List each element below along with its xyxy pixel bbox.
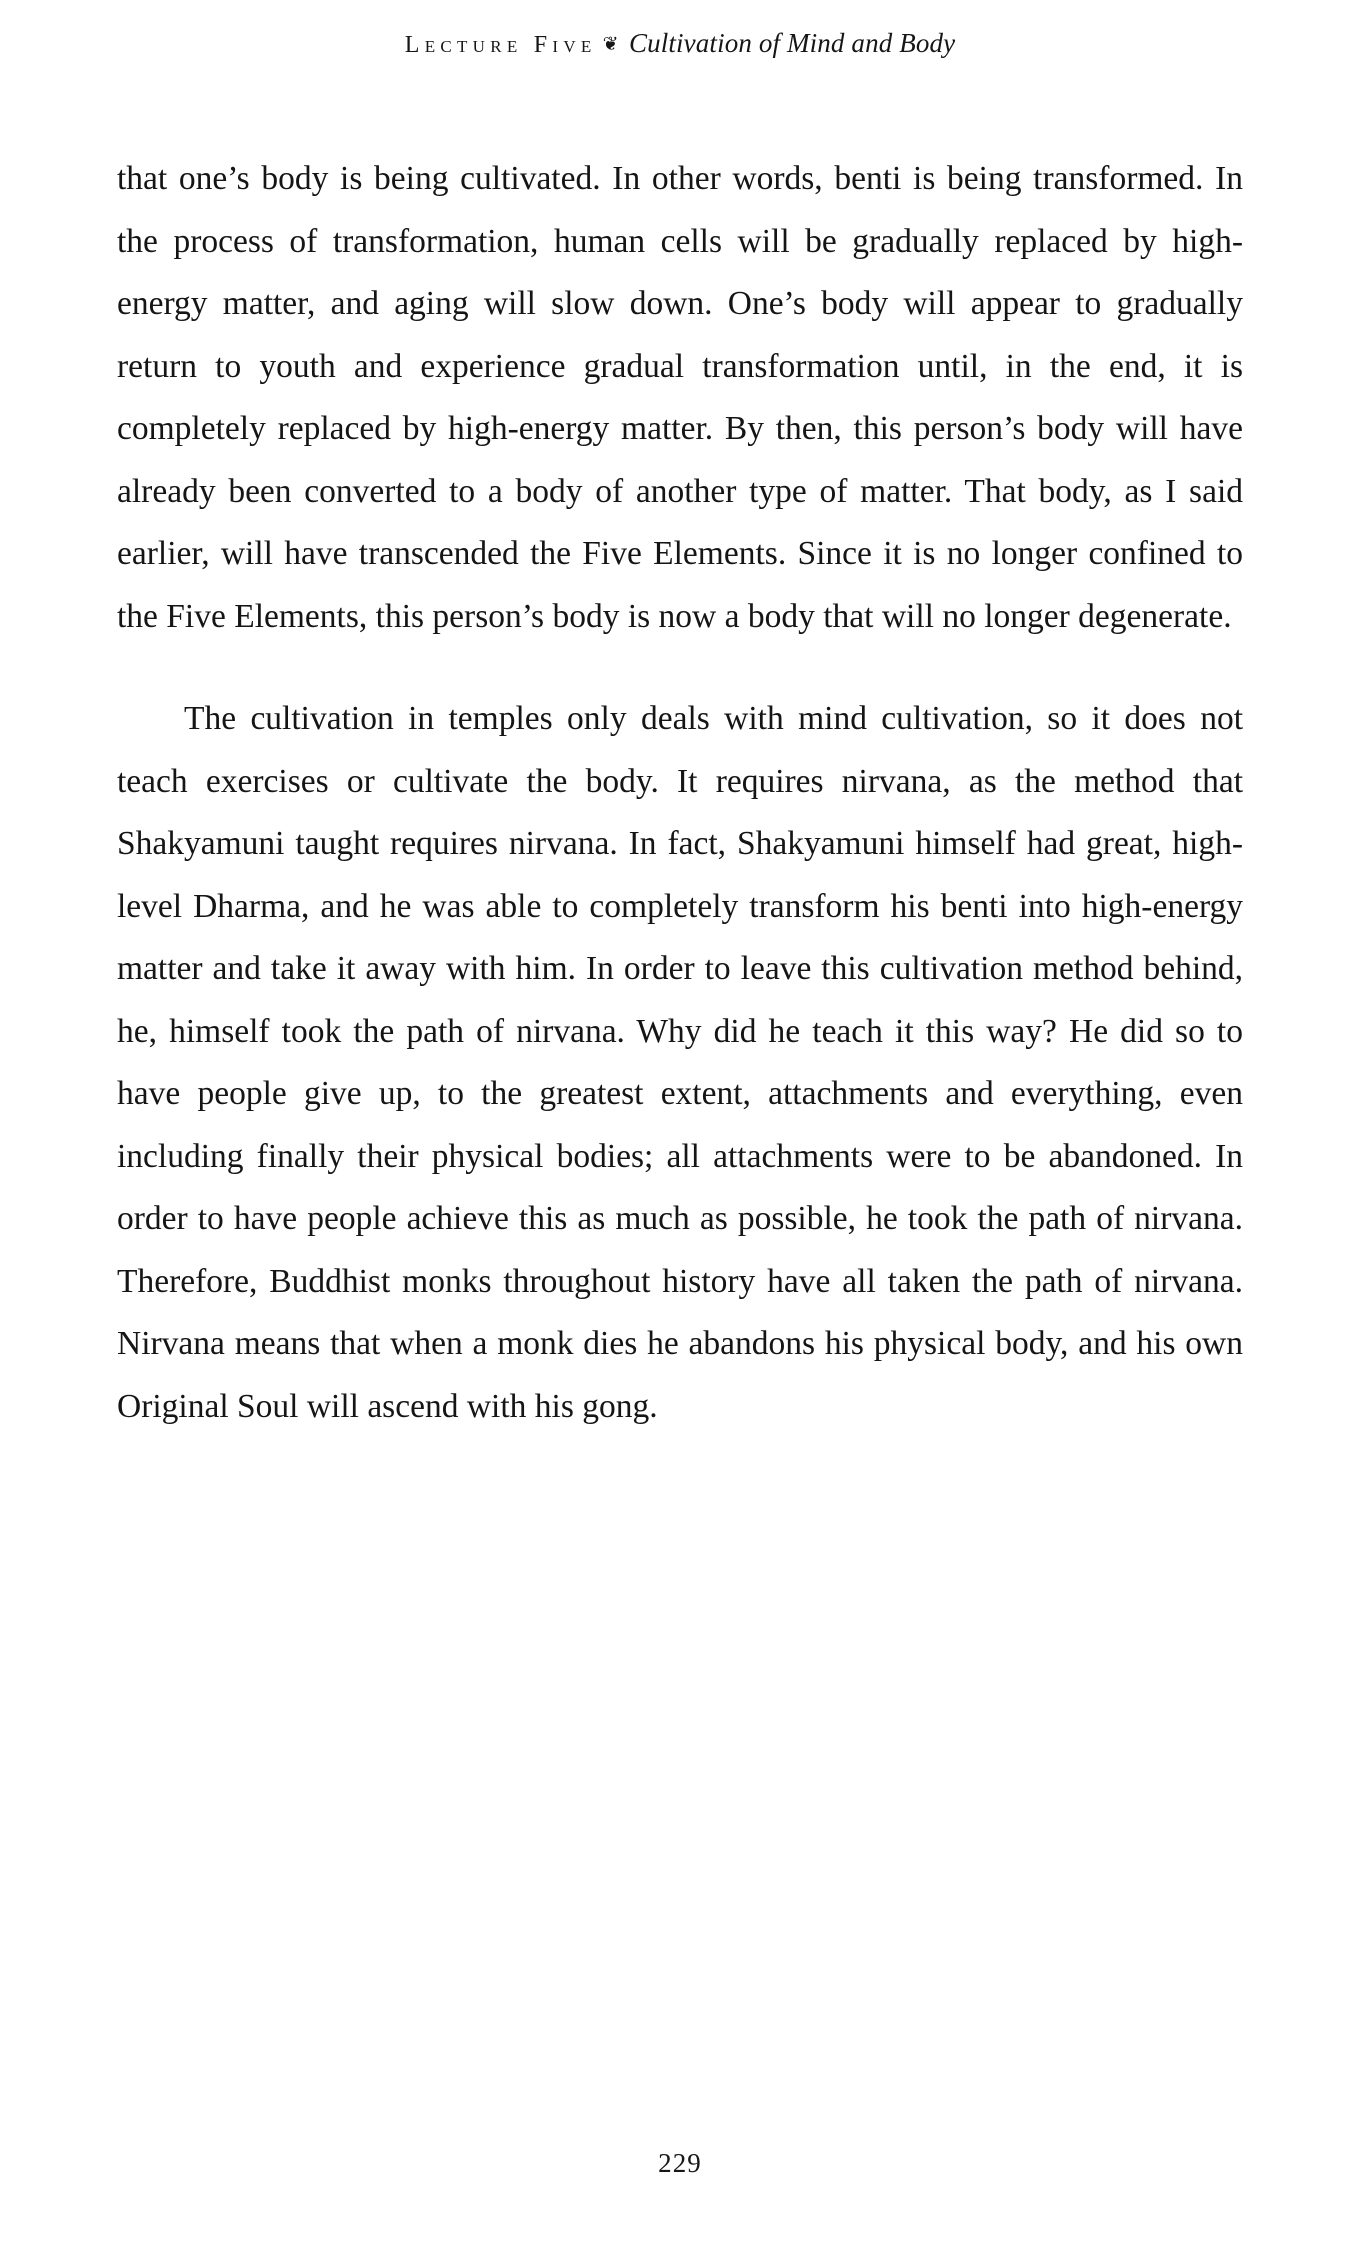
running-head-chapter-title: Cultivation of Mind and Body — [628, 28, 956, 58]
running-head-lecture-label: Lecture Five — [404, 32, 597, 58]
paragraph: The cultivation in temples only deals with mind cultivation, so it does not teach exercises or cultivate the body. It requires nirvana, as the method that Shakyamuni taught requires nirvana. In fact, Shakyamuni himself had great, high-level Dharma, and he was able to completely transform his benti into high-energy matter and take it away with him. In order to leave this cultivation method behind, he, himself took the path of nirvana. Why did he teach it this way? He did so to have people give up, to the greatest extent, attachments and everything, even including finally their physical bodies; all attachments were to be abandoned. In order to have people achieve this as much as possible, he took the path of nirvana. Therefore, Buddhist monks throughout history have all taken the path of nirvana. Nirvana means that when a monk dies he abandons his physical body, and his own Original Soul will ascend with his gong. — [117, 700, 1243, 1425]
leaf-ornament-icon: ❦ — [602, 34, 619, 55]
body-text-column — [117, 148, 1243, 1438]
page-number: 229 — [658, 2148, 702, 2178]
paragraph: that one’s body is being cultivated. In other words, benti is being transformed. In the process of transformation, human cells will be gradually replaced by high-energy matter, and aging will slow down. One’s body will appear to gradually return to youth and experience gradual transformation until, in the end, it is completely replaced by high-energy matter. By then, this person’s body will have already been converted to a body of another type of matter. That body, as I said earlier, will have transcended the Five Elements. Since it is no longer confined to the Five Elements, this person’s body is now a body that will no longer degenerate. — [117, 160, 1243, 635]
running-head — [0, 28, 1360, 59]
